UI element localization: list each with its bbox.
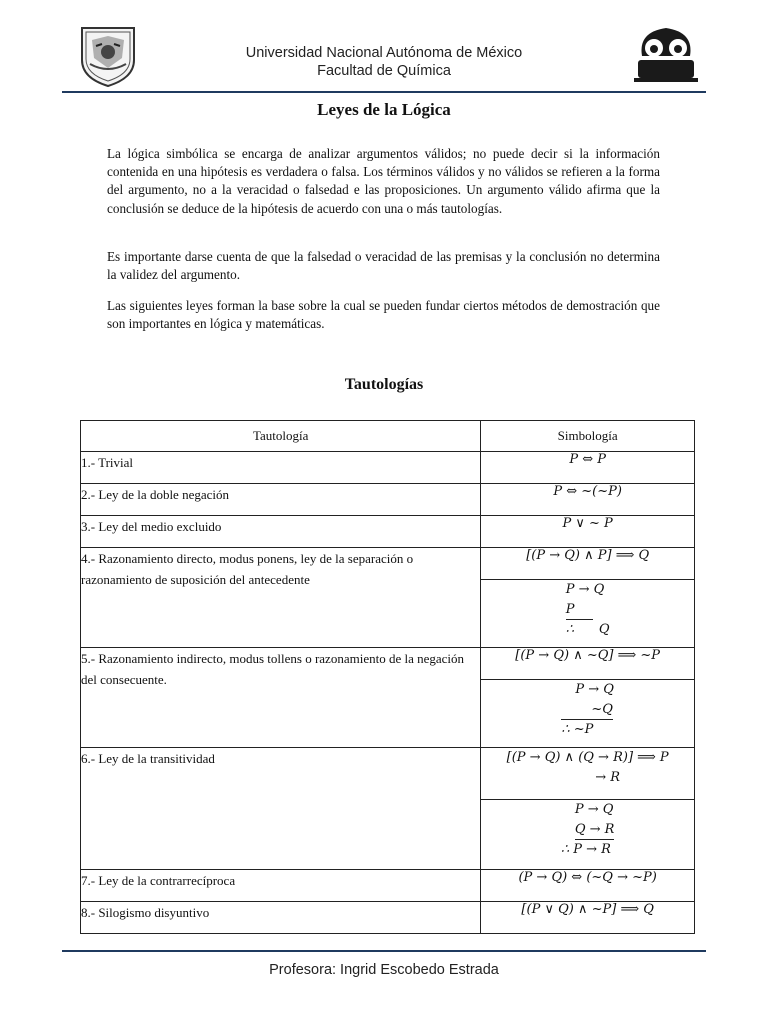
premise: ~Q <box>561 700 613 721</box>
conclusion: ∴ ~P <box>561 722 594 737</box>
laws-paragraph: Las siguientes leyes forman la base sobre la cual se pueden fundar ciertos métodos de demostración que son importantes en lógica y matemáticas. <box>107 298 660 332</box>
tautology-symbol: [(P ∨ Q) ∧ ~P] ⟹ Q <box>481 902 695 934</box>
symbol-line-cont: → R <box>595 770 621 785</box>
tautology-symbol: P ∨ ~ P <box>481 516 695 548</box>
intro-paragraph: La lógica simbólica se encarga de analizar argumentos válidos; no puede decir si la información contenida en una hipótesis es verdadera o falsa. Los términos válidos y no válidos se refieren a la forma del argumento, no a la veracidad o falsedad e las proposiciones. Un argumento válido afirma que la conclusión se deduce de la hipótesis de acuerdo con una o más tautologías. <box>107 146 660 216</box>
faculty-name: Facultad de Química <box>317 63 451 79</box>
tautology-name: 7.- Ley de la contrarrecíproca <box>81 870 481 902</box>
tautology-symbol: P ⇔ ~(~P) <box>481 484 695 516</box>
unam-seal-icon <box>76 24 140 88</box>
column-header: Tautología <box>81 421 481 452</box>
argument-form <box>481 680 695 748</box>
tautology-name: 6.- Ley de la transitividad <box>81 748 481 870</box>
header-rule <box>62 91 706 93</box>
footer-professor: Profesora: Ingrid Escobedo Estrada <box>269 962 499 978</box>
premise: P <box>566 600 593 621</box>
table-row <box>81 516 695 548</box>
conclusion: ∴ Q <box>565 622 610 637</box>
page-title: Leyes de la Lógica <box>317 100 451 119</box>
table-row <box>81 452 695 484</box>
tautology-symbol <box>481 748 695 800</box>
tautology-symbol: (P → Q) ⇔ (~Q → ~P) <box>481 870 695 902</box>
owl-logo-icon <box>632 22 700 84</box>
tautology-symbol: [(P → Q) ∧ ~Q] ⟹ ~P <box>481 648 695 680</box>
premise: P → Q <box>565 582 605 597</box>
table-row <box>81 870 695 902</box>
conclusion: ∴ P → R <box>560 842 611 857</box>
page-header <box>0 0 768 96</box>
tautology-name: 2.- Ley de la doble negación <box>81 484 481 516</box>
section-title: Tautologías <box>344 376 424 393</box>
column-header: Simbología <box>481 421 695 452</box>
tautology-name: 5.- Razonamiento indirecto, modus tollens o razonamiento de la negación del consecuente. <box>81 648 481 748</box>
table-row <box>81 484 695 516</box>
table-header-row <box>81 421 695 452</box>
university-name: Universidad Nacional Autónoma de México <box>245 45 523 61</box>
tautology-symbol: P ⇔ P <box>481 452 695 484</box>
table-row <box>81 902 695 934</box>
tautology-name: 8.- Silogismo disyuntivo <box>81 902 481 934</box>
symbol-line: [(P → Q) ∧ (Q → R)] ⟹ P <box>506 750 669 765</box>
footer-rule <box>62 950 706 952</box>
table-row <box>81 748 695 800</box>
table-row <box>81 548 695 580</box>
tautologies-table <box>80 420 695 934</box>
table-row <box>81 648 695 680</box>
tautology-name: 1.- Trivial <box>81 452 481 484</box>
tautology-name: 3.- Ley del medio excluido <box>81 516 481 548</box>
argument-form <box>481 580 695 648</box>
premise: P → Q <box>575 682 614 697</box>
tautology-name: 4.- Razonamiento directo, modus ponens, ley de la separación o razonamiento de suposición del antecedente <box>81 548 481 648</box>
premise: P → Q <box>574 802 614 817</box>
premises-paragraph: Es importante darse cuenta de que la falsedad o veracidad de las premisas y la conclusión no determina la validez del argumento. <box>107 249 660 283</box>
tautology-symbol: [(P → Q) ∧ P] ⟹ Q <box>481 548 695 580</box>
premise: Q → R <box>575 820 615 841</box>
argument-form <box>481 800 695 870</box>
